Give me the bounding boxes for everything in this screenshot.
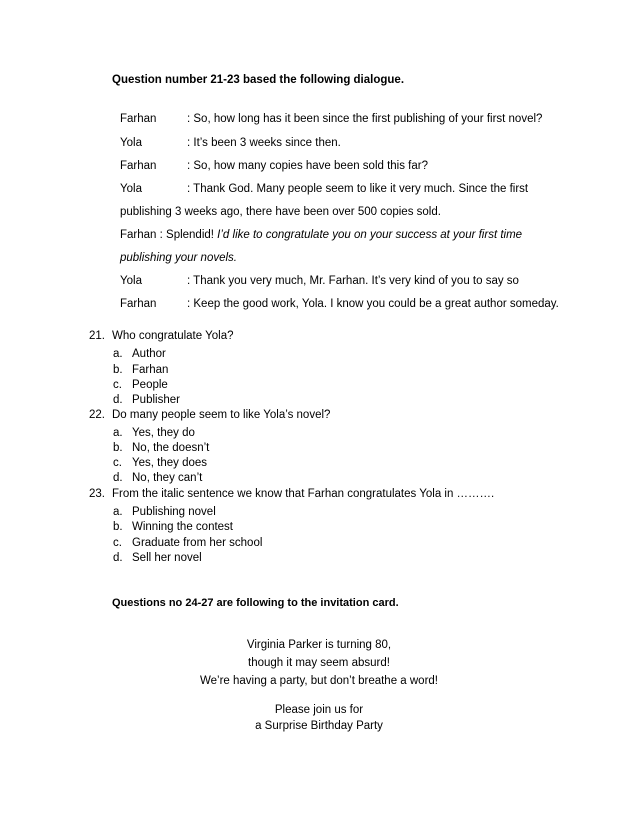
dialogue-speaker: Farhan <box>120 298 157 310</box>
dialogue-line <box>120 229 522 241</box>
dialogue-text: : Thank God. Many people seem to like it very much. Since the first <box>187 183 529 195</box>
invitation-line: We’re having a party, but don’t breathe a word! <box>199 675 439 687</box>
dialogue-heading: Question number 21-23 based the following dialogue. <box>112 74 405 86</box>
dialogue-continuation: publishing 3 weeks ago, there have been over 500 copies sold. <box>120 206 441 218</box>
dialogue-speaker: Farhan <box>120 113 157 125</box>
dialogue-speaker: Yola <box>120 275 142 287</box>
option-letter: b. <box>113 364 123 376</box>
question-text: From the italic sentence we know that Farhan congratulates Yola in ………. <box>112 488 495 500</box>
question-text: Do many people seem to like Yola’s novel? <box>112 409 331 421</box>
option-letter: c. <box>113 379 122 391</box>
option-text: Yes, they does <box>132 457 208 469</box>
option-letter: a. <box>113 427 123 439</box>
invitation-line: a Surprise Birthday Party <box>255 720 383 732</box>
option-letter: d. <box>113 394 123 406</box>
question-number: 21. <box>89 330 105 342</box>
question-number: 23. <box>89 488 105 500</box>
option-text: No, the doesn’t <box>132 442 210 454</box>
dialogue-text: : Thank you very much, Mr. Farhan. It’s very kind of you to say so <box>187 275 519 287</box>
dialogue-speaker: Yola <box>120 137 142 149</box>
option-text: No, they can’t <box>132 472 203 484</box>
option-text: Sell her novel <box>132 552 202 564</box>
option-letter: a. <box>113 348 123 360</box>
option-letter: d. <box>113 552 123 564</box>
dialogue-text: : So, how long has it been since the first publishing of your first novel? <box>187 113 543 125</box>
option-text: Author <box>132 348 166 360</box>
option-text: People <box>132 379 168 391</box>
invitation-heading: Questions no 24-27 are following to the invitation card. <box>112 597 399 609</box>
question-text: Who congratulate Yola? <box>112 330 234 342</box>
dialogue-text: : So, how many copies have been sold this far? <box>187 160 429 172</box>
option-letter: b. <box>113 521 123 533</box>
option-text: Yes, they do <box>132 427 195 439</box>
option-text: Farhan <box>132 364 169 376</box>
option-letter: c. <box>113 457 122 469</box>
dialogue-text: : Keep the good work, Yola. I know you could be a great author someday. <box>187 298 559 310</box>
invitation-line: Please join us for <box>274 704 364 716</box>
question-number: 22. <box>89 409 105 421</box>
option-letter: c. <box>113 537 122 549</box>
invitation-line: Virginia Parker is turning 80, <box>246 639 392 651</box>
option-letter: b. <box>113 442 123 454</box>
dialogue-speaker-inline: Farhan : Splendid! <box>120 229 218 241</box>
dialogue-speaker: Farhan <box>120 160 157 172</box>
option-text: Graduate from her school <box>132 537 263 549</box>
option-text: Publisher <box>132 394 180 406</box>
invitation-line: though it may seem absurd! <box>248 657 390 669</box>
dialogue-italic-continuation: publishing your novels. <box>120 252 237 264</box>
option-letter: d. <box>113 472 123 484</box>
dialogue-speaker: Yola <box>120 183 142 195</box>
option-letter: a. <box>113 506 123 518</box>
dialogue-text: : It’s been 3 weeks since then. <box>187 137 341 149</box>
dialogue-italic-sentence: I’d like to congratulate you on your success at your first time <box>217 229 523 241</box>
option-text: Publishing novel <box>132 506 216 518</box>
option-text: Winning the contest <box>132 521 234 533</box>
